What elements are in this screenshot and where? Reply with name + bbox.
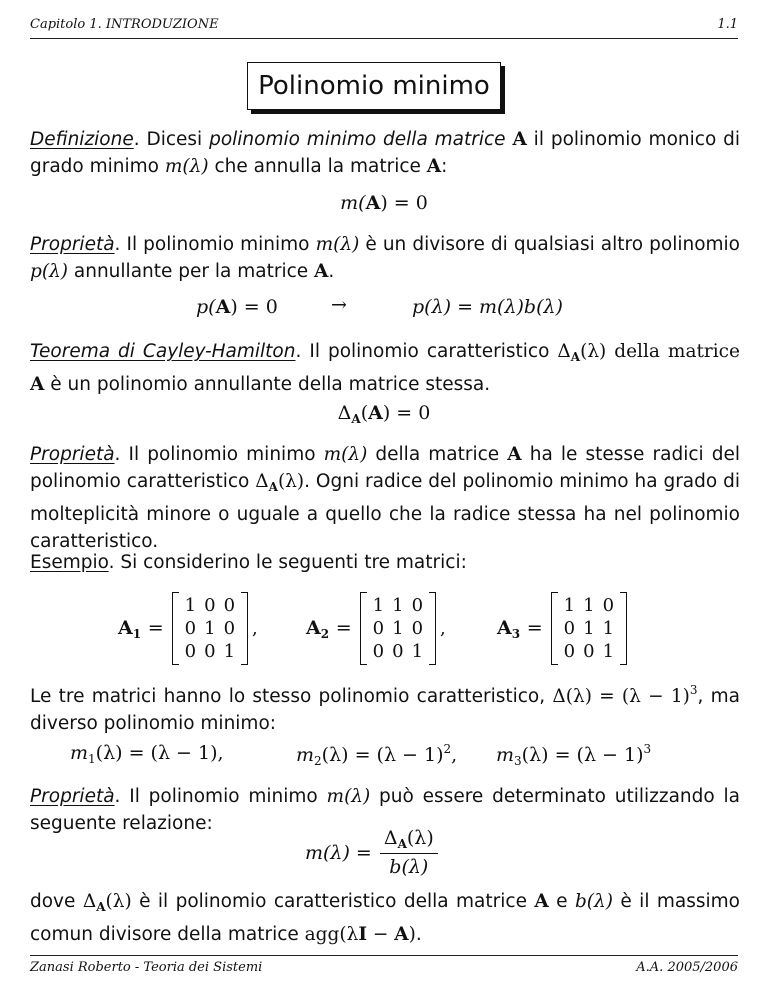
text: . Il polinomio minimo xyxy=(114,444,324,465)
text: dove xyxy=(30,891,83,912)
equation-m-of-A xyxy=(0,192,768,214)
text: può essere determinato utilizzando la seguente relazione: xyxy=(30,786,740,834)
delta-symbol: Δ xyxy=(82,891,97,912)
separator: , xyxy=(252,618,258,639)
cayley-hamilton-paragraph xyxy=(30,338,740,398)
delta-symbol: Δ xyxy=(255,471,269,492)
matrix-A1 xyxy=(118,594,258,663)
property1-paragraph xyxy=(30,231,740,285)
eq-part: ) = 0 xyxy=(380,192,428,214)
equation-p-of-A xyxy=(196,296,278,318)
matrix-subscript: A xyxy=(570,350,581,364)
eq-part: ) = 0 xyxy=(382,402,431,424)
text: (λ) della matrice xyxy=(580,341,740,362)
text: della matrice xyxy=(367,444,508,465)
text: (λ) xyxy=(277,471,305,492)
text: è il polinomio caratteristico della matrice xyxy=(131,891,535,912)
matrix-symbol: A xyxy=(512,129,527,150)
equation-min-poly-ratio xyxy=(305,827,438,878)
page-title: Polinomio minimo xyxy=(247,62,501,110)
separator: , xyxy=(440,618,446,639)
min-poly-3: $m_3(\lambda) = (\lambda - 1)^3$ xyxy=(496,742,652,768)
text: , ma diverso polinomio minimo: xyxy=(30,686,740,734)
matrix-symbol: A xyxy=(215,296,231,318)
minus: − xyxy=(366,924,395,945)
math-agg: agg(λ xyxy=(304,924,359,945)
text: . Si considerino le seguenti tre matrici: xyxy=(108,552,467,573)
text: . xyxy=(328,261,335,282)
min-poly-1: $m_1(\lambda) = (\lambda - 1)$, xyxy=(70,742,224,766)
text: e xyxy=(548,891,575,912)
delta-symbol: Δ xyxy=(337,402,352,424)
text: : xyxy=(441,156,448,177)
equation-p-factor: p(λ) = m(λ)b(λ) xyxy=(412,296,563,318)
matrix-symbol: A xyxy=(314,261,329,282)
matrix-body: 1 1 0 0 1 0 0 0 1 xyxy=(360,594,436,663)
text: il polinomio monico di grado minimo xyxy=(30,129,741,177)
text: è un divisore di qualsiasi altro polinomio xyxy=(359,234,741,255)
eq-part: p( xyxy=(196,296,216,318)
matrix-subscript: A xyxy=(96,900,106,914)
footer-rule xyxy=(30,955,738,956)
footer-author: Zanasi Roberto - Teoria dei Sistemi xyxy=(30,960,263,975)
eq-lhs: m(λ) = xyxy=(305,841,372,864)
text: ha le stesse radici del polinomio caratteristico xyxy=(30,444,741,492)
property-lead: Proprietà xyxy=(30,234,115,255)
identity-symbol: I xyxy=(358,924,367,945)
matrix-A2 xyxy=(306,594,446,663)
matrix-symbol: A xyxy=(365,192,381,214)
text: . xyxy=(415,924,422,945)
matrix-symbol: A xyxy=(534,891,549,912)
matrix-subscript: A xyxy=(351,412,361,426)
fraction-denominator: b(λ) xyxy=(389,856,429,878)
eq-part: ( xyxy=(360,402,369,424)
text: . Dicesi xyxy=(133,129,210,150)
text: (λ) xyxy=(105,891,132,912)
fraction-numerator: $\Delta_A(\lambda)$ xyxy=(380,827,438,854)
exponent: 3 xyxy=(689,683,698,697)
paren: ) xyxy=(408,924,416,945)
min-poly-2: $m_2(\lambda) = (\lambda - 1)^2$, xyxy=(296,742,458,768)
matrix-subscript: A xyxy=(268,480,278,494)
example-paragraph xyxy=(30,549,740,576)
matrix-A3 xyxy=(497,594,631,663)
property-lead: Proprietà xyxy=(30,444,115,465)
text: è il massimo comun divisore della matrice xyxy=(30,891,740,945)
matrix-symbol: A xyxy=(394,924,409,945)
matrix-body: 1 1 0 0 1 1 0 0 1 xyxy=(551,594,627,663)
matrix-symbol: A xyxy=(30,374,45,395)
math-b: b(λ) xyxy=(574,891,613,912)
header-rule xyxy=(30,38,738,39)
footer-year: A.A. 2005/2006 xyxy=(636,960,738,975)
text: . Ogni radice del polinomio minimo ha grado di molteplicità minore o uguale a quello che la radice stessa ha nel polinomio caratteristico. xyxy=(30,471,740,552)
matrix-symbol: A xyxy=(426,156,442,177)
definition-emphasis: polinomio minimo della matrice xyxy=(209,129,506,150)
example-lead: Esempio xyxy=(30,552,109,573)
math-p: p(λ) xyxy=(30,261,69,282)
math-m: m(λ) xyxy=(164,156,209,177)
theorem-lead: Teorema di Cayley-Hamilton xyxy=(30,341,296,362)
text: che annulla la matrice xyxy=(208,156,427,177)
running-header-page: 1.1 xyxy=(717,17,738,32)
implies-arrow: → xyxy=(331,294,347,316)
math-m: m(λ) xyxy=(326,786,371,807)
property2-paragraph xyxy=(30,441,740,555)
eq-part: m( xyxy=(340,192,366,214)
matrix-label: $A_1$ = xyxy=(118,616,164,641)
running-header-chapter: Capitolo 1. INTRODUZIONE xyxy=(30,17,219,32)
definition-lead: Definizione xyxy=(30,129,134,150)
text: . Il polinomio caratteristico xyxy=(295,341,558,362)
property-lead: Proprietà xyxy=(30,786,115,807)
matrix-body: 1 0 0 0 1 0 0 0 1 xyxy=(172,594,248,663)
text: . Il polinomio minimo xyxy=(114,234,316,255)
text: è un polinomio annullante della matrice stessa. xyxy=(44,374,491,395)
math-m: m(λ) xyxy=(323,444,368,465)
definition-paragraph xyxy=(30,126,740,180)
same-characteristic-paragraph xyxy=(30,677,740,737)
fraction xyxy=(380,827,438,878)
matrix-label: $A_2$ = xyxy=(306,616,352,641)
equation-delta-of-A xyxy=(0,402,768,426)
where-paragraph xyxy=(30,888,740,948)
math-m: m(λ) xyxy=(315,234,360,255)
delta-formula: Δ(λ) = (λ − 1) xyxy=(552,686,690,707)
text: Le tre matrici hanno lo stesso polinomio caratteristico, xyxy=(30,686,553,707)
matrix-symbol: A xyxy=(507,444,522,465)
delta-symbol: Δ xyxy=(557,341,571,362)
text: annullante per la matrice xyxy=(68,261,315,282)
text: . Il polinomio minimo xyxy=(114,786,327,807)
eq-part: ) = 0 xyxy=(230,296,278,318)
matrix-symbol: A xyxy=(368,402,383,424)
matrix-label: $A_3$ = xyxy=(497,616,543,641)
